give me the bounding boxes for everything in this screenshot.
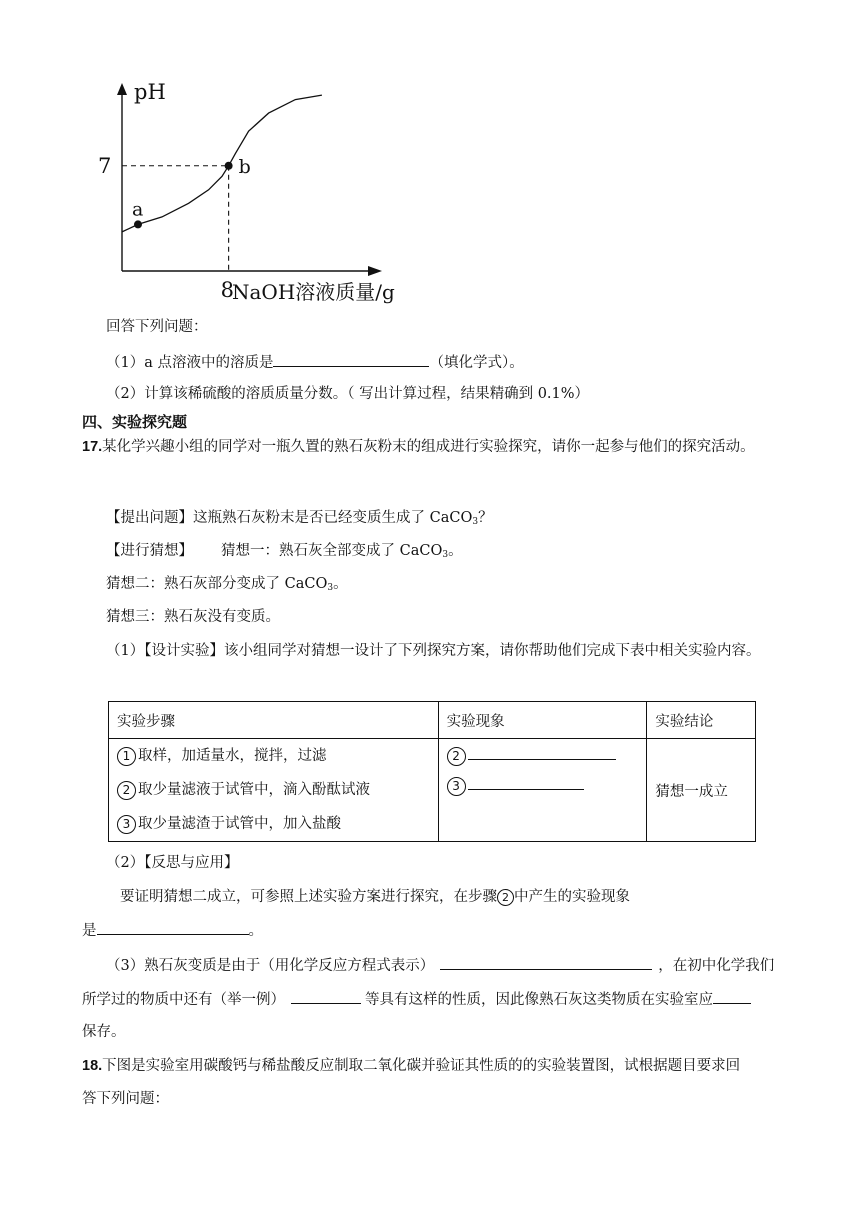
q16-part1: （1）a 点溶液中的溶质是 （填化学式）。 bbox=[106, 352, 524, 373]
q17-guess1: 【进行猜想】 猜想一：熟石灰全部变成了 CaCO$_3$。 bbox=[106, 543, 463, 560]
step-item: 1 取样，加适量水，搅拌，过滤 bbox=[117, 739, 430, 773]
answer-blank[interactable] bbox=[468, 775, 584, 790]
step-item: 3 取少量滤渣于试管中，加入盐酸 bbox=[117, 807, 430, 841]
y-axis-arrow bbox=[117, 83, 127, 95]
q17-question: 【提出问题】这瓶熟石灰粉末是否已经变质生成了 CaCO$_3$？ bbox=[106, 510, 493, 527]
x-axis-label: NaOH溶液质量/g bbox=[232, 280, 395, 304]
point-a bbox=[134, 220, 142, 228]
q17-stem: 17.某化学兴趣小组的同学对一瓶久置的熟石灰粉末的组成进行实验探究，请你一起参与他们的探究活动。 bbox=[82, 439, 755, 455]
phenomenon-item: 3 bbox=[447, 769, 639, 803]
q17-design: （1）【设计实验】该小组同学对猜想一设计了下列探究方案，请你帮助他们完成下表中相关实验内容。 bbox=[106, 643, 761, 659]
q17-reflect-head: （2）【反思与应用】 bbox=[106, 855, 239, 871]
point-b bbox=[225, 162, 233, 170]
ph-chart bbox=[0, 75, 480, 305]
point-label-a: a bbox=[131, 198, 144, 221]
phenomena-cell bbox=[438, 739, 647, 842]
q18-line2: 答下列问题： bbox=[82, 1091, 169, 1107]
answer-blank[interactable] bbox=[440, 955, 652, 970]
q16-part2: （2）计算该稀硫酸的溶质质量分数。（ 写出计算过程，结果精确到 0.1%） bbox=[106, 386, 590, 402]
q17-part3-line3: 保存。 bbox=[82, 1024, 126, 1040]
q17-reflect-c: 是 。 bbox=[82, 920, 263, 941]
step-item: 2 取少量滤液于试管中，滴入酚酞试液 bbox=[117, 773, 430, 807]
q16-prompt: 回答下列问题： bbox=[106, 319, 208, 335]
steps-cell bbox=[109, 739, 439, 842]
phenomenon-item: 2 bbox=[447, 739, 639, 773]
ph-curve bbox=[122, 95, 322, 232]
answer-blank[interactable] bbox=[468, 745, 616, 760]
x-axis-arrow bbox=[368, 266, 382, 276]
section-heading: 四、实验探究题 bbox=[82, 413, 188, 431]
answer-blank[interactable] bbox=[291, 989, 361, 1004]
answer-blank[interactable] bbox=[97, 920, 249, 935]
q17-part3-line2: 所学过的物质中还有（举一例） 等具有这样的性质，因此像熟石灰这类物质在实验室应 bbox=[82, 989, 751, 1010]
conclusion-cell: 猜想一成立 bbox=[647, 739, 756, 842]
q17-guess3: 猜想三：熟石灰没有变质。 bbox=[106, 609, 280, 625]
table-header: 实验结论 bbox=[647, 702, 756, 739]
y-axis-label: pH bbox=[134, 80, 166, 104]
x-tick-label: 8 bbox=[220, 278, 234, 302]
table-header: 实验现象 bbox=[438, 702, 647, 739]
q17-guess2: 猜想二：熟石灰部分变成了 CaCO$_3$。 bbox=[106, 576, 348, 593]
answer-blank[interactable] bbox=[273, 352, 429, 367]
point-label-b: b bbox=[238, 155, 251, 178]
q17-reflect-a: 要证明猜想二成立，可参照上述实验方案进行探究，在步骤 2 中产生的实验现象 bbox=[120, 889, 630, 905]
experiment-table bbox=[108, 701, 756, 842]
q17-part3-line1: （3）熟石灰变质是由于（用化学反应方程式表示） ，在初中化学我们 bbox=[106, 955, 774, 976]
answer-blank[interactable] bbox=[713, 989, 751, 1004]
table-header: 实验步骤 bbox=[109, 702, 439, 739]
y-tick-label: 7 bbox=[98, 153, 112, 178]
q18-line1: 18.下图是实验室用碳酸钙与稀盐酸反应制取二氧化碳并验证其性质的的实验装置图，试根据题目要求回 bbox=[82, 1058, 741, 1074]
